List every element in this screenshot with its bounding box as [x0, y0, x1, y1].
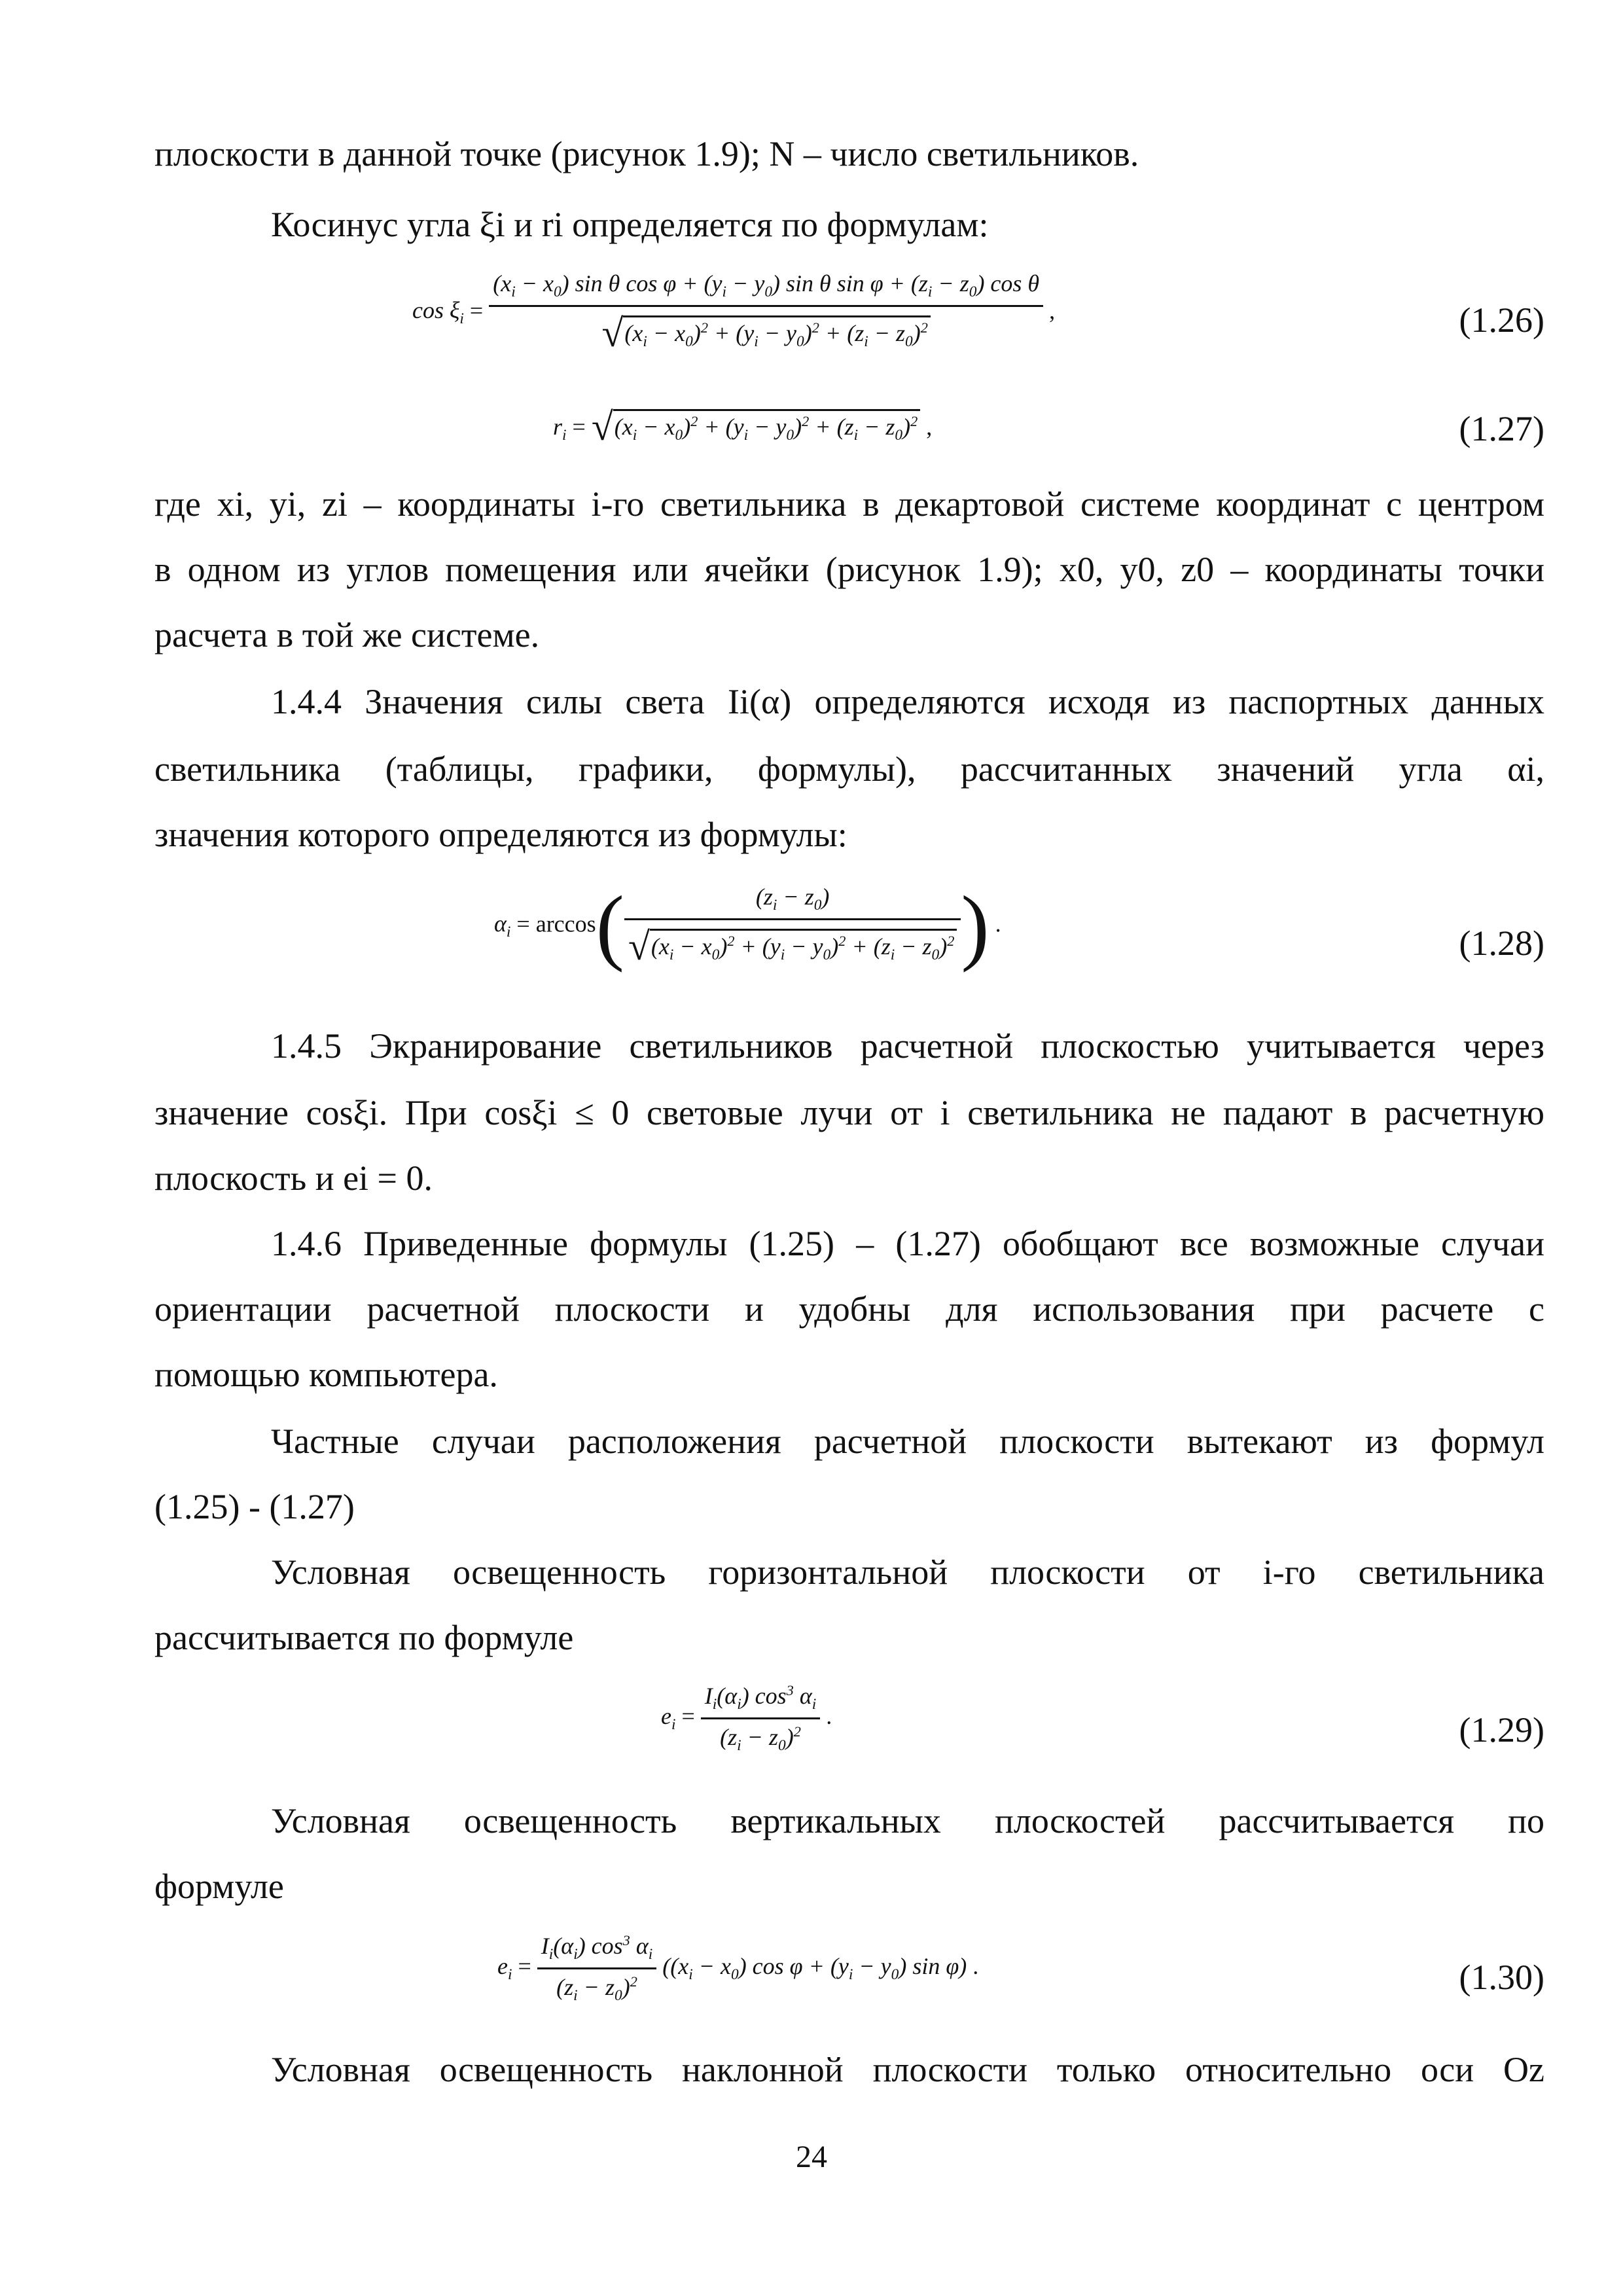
text-line: светильника (таблицы, графики, формулы), рассчитанных значений угла αi,: [154, 749, 1544, 789]
text-line: где xi, yi, zi – координаты i-го светильника в декартовой системе координат с центром: [154, 484, 1544, 524]
equation-number: (1.26): [1459, 300, 1544, 340]
equation-punctuation: ,: [926, 414, 933, 440]
text-line: Косинус угла ξi и ri определяется по формулам:: [271, 205, 989, 244]
text-line: 1.4.6 Приведенные формулы (1.25) – (1.27) обобщают все возможные случаи: [271, 1224, 1544, 1263]
text-line: плоскость и ei = 0.: [154, 1158, 433, 1198]
equation-1-30: $e_i$ = $\frac{I_i(\alpha_i) \cos^3 \alpha_i}{(z_i - z_0)^2}$ ($(x_i - x_0)$ $\cos \varphi + (y_i - y_0)$ sin φ) .: [497, 1932, 979, 2005]
text-line: 1.4.5 Экранирование светильников расчетной плоскостью учитывается через: [271, 1026, 1544, 1066]
text-line: Условная освещенность горизонтальной плоскости от i-го светильника: [271, 1552, 1544, 1592]
text-line: ориентации расчетной плоскости и удобны для использования при расчете с: [154, 1289, 1544, 1329]
equation-number: (1.29): [1459, 1710, 1544, 1749]
text-line: значения которого определяются из формулы:: [154, 815, 847, 854]
equation-punctuation: .: [995, 910, 1001, 937]
text-line: в одном из углов помещения или ячейки (рисунок 1.9); x0, y0, z0 – координаты точки: [154, 550, 1544, 589]
text-line: 1.4.4 Значения силы света Ii(α) определяются исходя из паспортных данных: [271, 682, 1544, 721]
text-line: формуле: [154, 1867, 284, 1906]
text-line: Частные случаи расположения расчетной плоскости вытекают из формул: [271, 1422, 1544, 1461]
page-number: 24: [796, 2140, 827, 2174]
equation-1-27: $r_i = √(x_i - x_0)^2 + (y_i - y_0)^2 + (z_i - z_0)^2$ ,: [553, 405, 933, 448]
text-line: плоскости в данной точке (рисунок 1.9); N – число светильников.: [154, 134, 1139, 173]
equation-number: (1.28): [1459, 924, 1544, 963]
equation-1-26: $\cos \xi_i$ = $(x_i - x_0)$ sin θ $\cos \varphi + (y_i - y_0)$ sin θ $\sin \varphi + (z_i - z_0)$ cos θ $√(x_i - x_0)^2 + (y_i - y_0)^2 + (z_i - z_0)^2$ ,: [412, 270, 1056, 355]
equation-1-28: $\alpha_i = \arccos$( $\frac{(z_i - z_0)}{√(x_i - x_0)^2 + (y_i - y_0)^2 + (z_i - z_0)^2}$ ) .: [494, 879, 1001, 973]
equation-1-29: $e_i$ = $\frac{I_i(\alpha_i) \cos^3 \alpha_i}{(z_i - z_0)^2}$ .: [661, 1682, 832, 1755]
text-line: значение cosξi. При cosξi ≤ 0 световые лучи от i светильника не падают в расчетную: [154, 1093, 1544, 1132]
text-line: Условная освещенность наклонной плоскости только относительно оси Oz: [271, 2050, 1544, 2089]
equation-punctuation: .: [972, 1952, 979, 1979]
text-line: рассчитывается по формуле: [154, 1618, 574, 1657]
text-line: расчета в той же системе.: [154, 615, 540, 655]
equation-number: (1.27): [1459, 409, 1544, 448]
equation-number: (1.30): [1459, 1958, 1544, 1997]
equation-punctuation: .: [826, 1702, 832, 1729]
text-line: помощью компьютера.: [154, 1355, 498, 1394]
text-line: Условная освещенность вертикальных плоскостей рассчитывается по: [271, 1801, 1544, 1840]
text-line: (1.25) - (1.27): [154, 1487, 355, 1526]
equation-punctuation: ,: [1049, 297, 1056, 324]
